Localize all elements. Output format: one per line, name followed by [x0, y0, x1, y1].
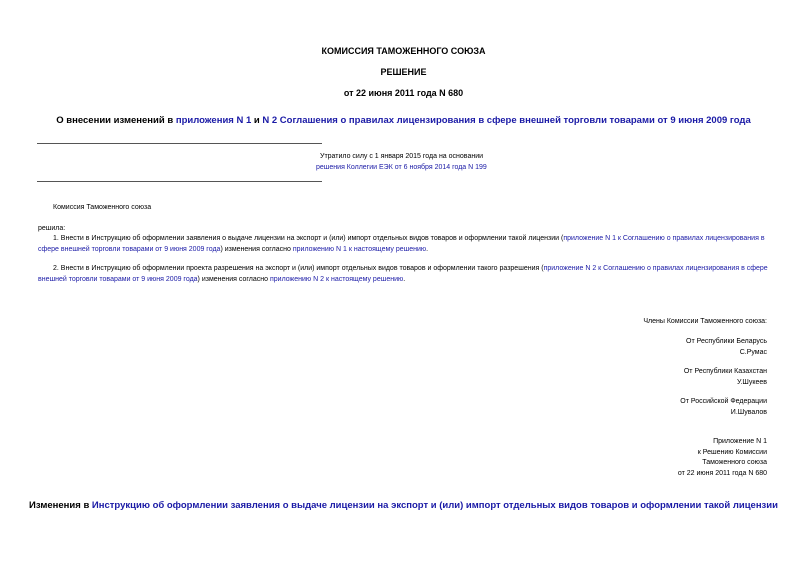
- p2-text: 2. Внести в Инструкцию об оформлении проекта разрешения на экспорт и (или) импорт отдельных видов товаров и оформлении такого разрешения (: [53, 265, 544, 272]
- title-link-appendix-2[interactable]: N 2 Соглашения о правилах лицензирования в сфере внешней торговли товарами от 9 июня 2009 года: [262, 115, 751, 126]
- paragraph-2: [38, 264, 770, 285]
- p1-text: 1. Внести в Инструкцию об оформлении заявления о выдаче лицензии на экспорт и (или) импорт отдельных видов товаров и оформлении такой лицензии (: [53, 235, 564, 242]
- p2-link-appendix[interactable]: приложению N 2 к настоящему решению: [269, 275, 404, 283]
- changes-title-link[interactable]: Инструкцию об оформлении заявления о выдаче лицензии на экспорт и (или) импорт отдельных видов товаров и оформлении такой лицензии: [91, 500, 778, 511]
- p1-link-appendix[interactable]: приложению N 1 к настоящему решению: [292, 245, 427, 253]
- changes-title-prefix: Изменения в: [29, 500, 92, 511]
- p2-text-2: ) изменения согласно: [197, 275, 270, 283]
- appendix-line-4: от 22 июня 2011 года N 680: [677, 469, 767, 477]
- p1-text-2: ) изменения согласно: [220, 245, 293, 253]
- p2-end: .: [403, 275, 406, 283]
- signature-russia-label: От Российской Федерации: [680, 398, 767, 405]
- status-link[interactable]: решения Коллегии ЕЭК от 6 ноября 2014 года N 199: [316, 164, 487, 171]
- signature-russia: [680, 396, 767, 418]
- p2-link-agreement[interactable]: приложение N 2 к Соглашению о правилах лицензирования в сфере внешней торговли товарами от 9 июня 2009 года: [38, 265, 768, 283]
- status-divider-top: [37, 143, 322, 144]
- title-mid: и: [251, 115, 263, 126]
- date-number: от 22 июня 2011 года N 680: [343, 88, 464, 98]
- changes-title: [0, 500, 807, 511]
- p1-link-agreement[interactable]: приложение N 1 к Соглашению о правилах лицензирования в сфере внешней торговли товарами от 9 июня 2009 года: [38, 235, 765, 253]
- signature-belarus: [686, 336, 767, 358]
- signature-kazakhstan-label: От Республики Казахстан: [683, 368, 767, 375]
- appendix-block: [678, 437, 767, 479]
- appendix-line-1: Приложение N 1: [713, 438, 767, 445]
- signature-kazakhstan: [684, 366, 767, 388]
- title-link-appendix-1[interactable]: приложения N 1: [175, 115, 252, 126]
- commission-name: Комиссия Таможенного союза: [53, 204, 152, 211]
- signature-kazakhstan-name: У.Шукеев: [736, 379, 767, 386]
- status-line: Утратило силу с 1 января 2015 года на основании: [320, 153, 484, 160]
- appendix-line-3: Таможенного союза: [702, 459, 767, 466]
- doc-type-heading: РЕШЕНИЕ: [380, 67, 427, 77]
- signatures-heading: Члены Комиссии Таможенного союза:: [643, 318, 767, 325]
- title-prefix: О внесении изменений в: [56, 115, 176, 126]
- p1-end: .: [426, 245, 429, 253]
- signature-belarus-name: С.Румас: [739, 349, 767, 356]
- signature-belarus-label: От Республики Беларусь: [686, 338, 767, 345]
- org-heading: КОМИССИЯ ТАМОЖЕННОГО СОЮЗА: [321, 46, 486, 56]
- resolved-label: решила:: [38, 225, 66, 232]
- document-title: [0, 115, 807, 126]
- status-divider-bottom: [37, 181, 322, 182]
- signature-russia-name: И.Шувалов: [730, 409, 767, 416]
- appendix-line-2: к Решению Комиссии: [697, 448, 767, 456]
- paragraph-1: [38, 234, 770, 255]
